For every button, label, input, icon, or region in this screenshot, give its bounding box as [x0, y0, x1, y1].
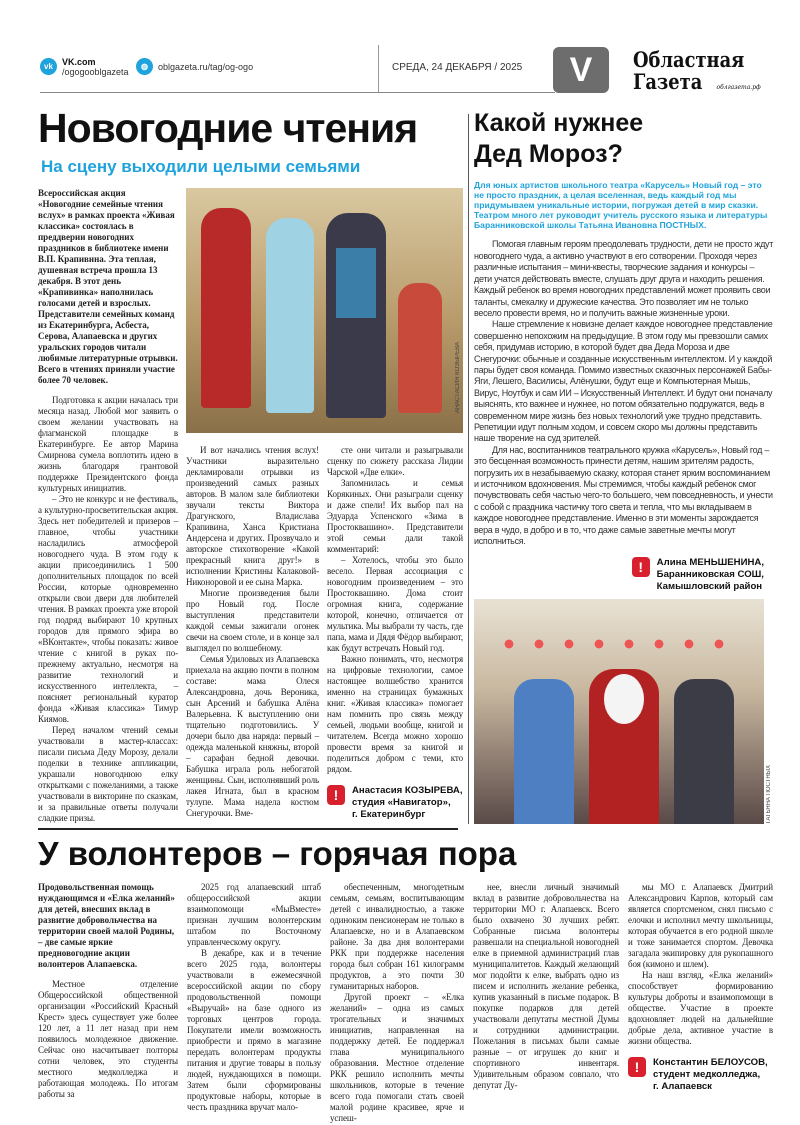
- paragraph: И вот начались чтения вслух! Участники выразительно декламировали отрывки из произведений самых разных авторов. В малом зале библиотеки звучали тексты Виктора Драгунского, Владислава Крапивина, Ханса Кристиана Андерсена и других. Прозвучало и авторское стихотворение «Какой прекрасный книга друг!» в исполнении Кристины Калаковой-Никоноровой и ее сына Марка.: [186, 444, 319, 587]
- sig-line: Камышловский район: [656, 581, 763, 593]
- exclamation-icon: !: [632, 557, 650, 577]
- sig-line: Анастасия КОЗЫРЕВА,: [352, 784, 463, 796]
- paragraph: сте они читали и разыгрывали сценку по сюжету рассказа Лидии Чарской «Две елки».: [327, 444, 463, 477]
- article3-col4: [473, 882, 619, 1124]
- paragraph: обеспеченным, многодетным семьям, семьям, воспитывающим детей с инвалидностью, а также одиноким пенсионерам не только в Алапаевске, но и в Алапаевском районе. За два дня волонтерами РКК при поддержке населения города был собран 161 килограмм продуктов, а это почти 30 гуманитарных наборов.: [330, 882, 464, 991]
- paragraph: Перед началом чтений семьи участвовали в мастер-классах: писали письма Деду Морозу, делали поделки в технике аппликации, украшали новогоднюю елку открытками с пожеланиями, а также участвовали в викторине по сказкам, и за правильные ответы получали сладкие призы.: [38, 725, 178, 823]
- article1-col1-wrap: [38, 188, 178, 824]
- article3: [38, 834, 775, 1124]
- paragraph: Важно понимать, что, несмотря на цифровые технологии, самое настоящее волшебство хранится именно на страницах бумажных книг. «Живая классика» помогает нам помнить про связь между семьей, людьми вообще, книгой и читателем. Всегда можно хорошо провести время за книгой и поделиться добром с теми, кто рядом.: [327, 653, 463, 774]
- article1-title: Новогодние чтения: [38, 105, 418, 151]
- article3-col3: [330, 882, 464, 1124]
- newspaper-logo: [633, 49, 764, 93]
- article3-col1-wrap: [38, 882, 178, 1124]
- sig-line: г. Екатеринбург: [352, 808, 426, 820]
- paragraph: В декабре, как и в течение всего 2025 года, волонтеры участвовали в ежемесячной всероссийской акции по сбору продовольственной помощи «Выручай» на базе одного из торговых центров города. Покупатели имели возможность приобрести и прямо в магазине передать волонтерам продукты питания и другие товары в пользу людей, нуждающихся в помощи. Затем были сформированы продуктовые наборы, которые в честь праздника вручат мало-: [187, 948, 321, 1112]
- article3-lead: Продовольственная помощь нуждающимся и «Елка желаний» для детей, внесших вклад в развитие добровольчества на территории своей малой Родины, – две самые яркие предновогодние акции волонтеров Алапаевска.: [38, 882, 175, 969]
- paragraph: нее, внесли личный значимый вклад в развитие добровольчества на территории МО г. Алапаевск. Всего было охвачено 30 лучших ребят. Собранные письма волонтеры развешали на специальной новогодней елке в приемной администраций глав муниципалитетов. Каждый желающий мог подойти к елке, выбрать одно из писем и исполнить желание ребенка, купив указанный в письме подарок. В покупке подарков для детей участвовали депутаты местной Думы и сотрудники администрации. Пожелания в письмах были самые разные – от игрушек до книг и спортивного инвентаря. Удивительным образом совпало, что депутат Ду-: [473, 882, 619, 1090]
- globe-icon[interactable]: ◍: [136, 58, 153, 75]
- issue-date: СРЕДА, 24 ДЕКАБРЯ / 2025: [392, 62, 523, 73]
- photo-credit: АНАСТАСИЯ КОЗЫРЕВА: [455, 341, 461, 413]
- sig-line: г. Алапаевск: [653, 1081, 712, 1092]
- top-section: [38, 104, 775, 824]
- article2-body: [474, 239, 774, 547]
- article3-columns: [38, 882, 775, 1124]
- article2-signature: [632, 557, 764, 593]
- paragraph: Подготовка к акции началась три месяца назад. Любой мог заявить о своем желании участвовать на флагманской площадке в Екатеринбурге. Ее автор Марина Смирнова сумела воплотить идею в жизнь благодаря грантовой поддержке Президентского фонда культурных инициатив.: [38, 395, 178, 493]
- paragraph: мы МО г. Алапаевск Дмитрий Александрович Карпов, который сам является спортсменом, снял письмо с елочки и исполнил мечту школьницы, которая обучается в его родной школе и тоже занимается спортом. Девочка загадала экипировку для рукопашного боя (кимоно и шлем).: [628, 882, 773, 969]
- page-content: [38, 104, 775, 1124]
- vk-line2: /ogogooblgazeta: [62, 67, 129, 77]
- article3-signature: [628, 1057, 773, 1093]
- section-badge: V: [553, 47, 609, 93]
- exclamation-icon: !: [628, 1057, 646, 1077]
- article1-signature: [327, 785, 463, 821]
- article1-col1: [38, 395, 178, 824]
- section-rule: [38, 828, 458, 830]
- paragraph: Семья Удиловых из Алапаевска приехала на акцию почти в полном составе: мама Олеся Александровна, дочь Вероника, сын Арсений и бабушка Алёна Валерьевна. К выступлению они тщательно подготовились. У дочери было два наряда: первый – одежда маленькой княжны, второй – сарафан бедной девочки. Бабушка играла роль небогатой женщины. Сын, исполнявший роль лакея Игната, был в красном тулупе. Мама надела костюм Снегурочки. Вме-: [186, 653, 319, 818]
- article1-photo: [186, 188, 463, 433]
- article2-photo: [474, 599, 764, 824]
- sig-line: студия «Навигатор»,: [352, 796, 451, 808]
- paragraph: Запомнилась и семья Корякиных. Они разыграли сценку и даже спели! Их выбор пал на Эдуарда Успенского «Зима в Простоквашино». Представители этой семьи дали такой комментарий:: [327, 477, 463, 554]
- vk-line1: VK.com: [62, 57, 96, 67]
- article2-photo-row: [474, 599, 774, 824]
- sig-line: Баранниковская СОШ,: [656, 569, 764, 581]
- article3-title: У волонтеров – горячая пора: [38, 835, 517, 872]
- paragraph: Наше стремление к новизне делает каждое новогоднее представление совершенно непохожим на предыдущие. В этом году мы превзошли самих себя, придумав историю, в которой будет два Деда Мороза и две Снегурочки: обычные и созданные искусственным интеллектом. И у каждой пары будет своя команда. Помимо известных сказочных персонажей Бабы-Яги, Лешего, Василисы, Алёнушки, будут еще и Компьютерная Мышь, Вирус, Ноутбук и сам ИИ – Искусственный Интеллект. И будут они поначалу выяснять, кто важнее и нужнее, но потом обязательно подружатся, ведь в современном мире жизнь без новых технологий уже трудно представить. Репетиции идут полным ходом, и совсем скоро мы должны представить наше творение на суд зрителей.: [474, 319, 773, 444]
- article1-columns: [38, 188, 463, 824]
- vk-icon[interactable]: vk: [40, 58, 57, 75]
- paragraph: – Хотелось, чтобы это было весело. Первая ассоциация с новогодним произведением – это Простоквашино. Дома стоит огромная книга, содержание которой, конечно, отличается от мультика. Мы выбрали ту часть, где папа, мама и Дядя Фёдор выбирают, как будут встречать Новый год.: [327, 554, 463, 653]
- article1-col3: [327, 445, 463, 775]
- article1-lead: Всероссийская акция «Новогодние семейные чтения вслух» в рамках проекта «Живая классика» состоялась в преддверии новогодних праздников в библиотеке имени В.П. Крапивина. Эта теплая, душевная встреча прошла 13 декабря. В этот день «Крапивинка» наполнилась голосами детей и взрослых. Представители семейных команд из Екатеринбурга, Асбеста, Серова, Алапаевска и других уральских городов читали любимые литературные отрывки. Всего в чтениях приняли участие более 70 человек.: [38, 188, 178, 385]
- article3-col5-wrap: [628, 882, 773, 1124]
- logo-line2: Газета: [633, 69, 703, 94]
- article3-col2: [187, 882, 321, 1124]
- article3-col1: [38, 979, 178, 1100]
- article1: [38, 104, 463, 824]
- sig-line: Алина МЕНЬШЕНИНА,: [656, 557, 764, 569]
- logo-domain: облгазета.рф: [716, 84, 761, 91]
- sig-line: студент медколледжа,: [653, 1069, 761, 1080]
- header-rule: [40, 92, 555, 93]
- header-divider: [378, 45, 379, 92]
- article1-col2: [186, 445, 319, 825]
- paragraph: Местное отделение Общероссийской общественной организации «Российский Красный Крест» здесь существует уже более 120 лет, а 11 лет назад при нем появилось молодежное движение. Сейчас оно насчитывает полторы сотни человек, это студенты местного медколледжа и работающая молодежь. По итогам работы за: [38, 979, 178, 1099]
- article2-title: Какой нужнее Дед Мороз?: [474, 109, 644, 168]
- paragraph: 2025 год алапаевский штаб общероссийской акции взаимопомощи «МыВместе» признан лучшим волонтерским штабом по Восточному управленческому округу.: [187, 882, 321, 947]
- photo-credit: ТАТЬЯНА ПОСТНЫХ: [766, 764, 772, 824]
- paragraph: Помогая главным героям преодолевать трудности, дети не просто ждут новогоднего чуда, а активно участвуют в его сотворении. Проходя через различные испытания – мини-квесты, творческие задания и конкурсы – дети учатся действовать вместе, слушать друг друга и находить решения. Каждый ребенок во время новогодних представлений может проявить свои таланты, смекалку и дружеские качества. Это позволяет им не только весело провести время, но и получить важные жизненные уроки.: [474, 239, 774, 318]
- vk-link[interactable]: [62, 57, 129, 77]
- header: [40, 47, 761, 95]
- paragraph: Для нас, воспитанников театрального кружка «Карусель», Новый год – это бесценная возможность принести детям, нашим зрителям радость, погрузить их в незабываемую сказку, которая станет ярким воспоминанием и источником вдохновения. Мы стремимся, чтобы каждый ребенок смог почувствовать себя частью чего-то большего, чем повседневность, и унести с собой с праздника частичку того света и тепла, что мы вкладываем в каждое новогоднее представление. Именно в эти моменты зарождается вера в чудо, в добро и в то, что даже самые заветные мечты могут исполниться.: [474, 444, 773, 547]
- exclamation-icon: !: [327, 785, 345, 805]
- paragraph: На наш взгляд, «Елка желаний» способствует формированию культуры доброты и взаимопомощи в обществе. Участие в проекте вдохновляет людей на дальнейшие добрые дела, активное участие в жизни общества.: [628, 970, 773, 1046]
- logo-line1: Областная: [633, 47, 745, 72]
- paragraph: – Это не конкурс и не фестиваль, а культурно-просветительская акция. Здесь нет победителей и призеров – главное, чтобы участники насладились атмосферой новогоднего чуда. В этом году к акции присоединились 1 500 дополнительных площадок по всей России, которые одновременно открыли свои двери для любителей чтения. В рамках проекта уже второй год подряд выбирают 10 крупных городов для прямого эфира во «ВКонтакте», чтобы показать: живое чтение с книгой в руках по-прежнему актуально, несмотря на развитие технологий и искусственного интеллекта, – поясняет региональный куратор фонда «Живая классика» Тимур Киямов.: [38, 494, 178, 724]
- paragraph: Другой проект – «Елка желаний» – одна из самых трогательных и значимых инициатив, направленная на поддержку детей. Ее поддержал глава муниципального образования. Местное отделение РКК решило исполнить мечты школьников, которые в течение всего года помогали стать своей малой родине красивее, ярче и успеш-: [330, 992, 464, 1123]
- article2: [474, 104, 774, 824]
- site-link[interactable]: oblgazeta.ru/tag/og-ogo: [158, 62, 254, 72]
- article1-subtitle: На сцену выходили целыми семьями: [41, 157, 361, 176]
- article2-lead: Для юных артистов школьного театра «Карусель» Новый год – это не просто праздник, а целая вселенная, ведь каждый год мы придумываем уникальные истории, погружая детей в мир сказки. Театром много лет руководит учитель русского языка и литературы Баранниковской школы Татьяна Ивановна ПОСТНЫХ.: [474, 180, 768, 231]
- article3-col5: [628, 882, 773, 1047]
- sig-line: Константин БЕЛОУСОВ,: [653, 1057, 768, 1068]
- paragraph: Многие произведения были про Новый год. После выступления представители каждой семьи зажигали огонек свечи на своем столе, и в конце зал выглядел по волшебному.: [186, 587, 319, 653]
- column-divider: [468, 114, 469, 824]
- article1-col3-wrap: [327, 445, 463, 825]
